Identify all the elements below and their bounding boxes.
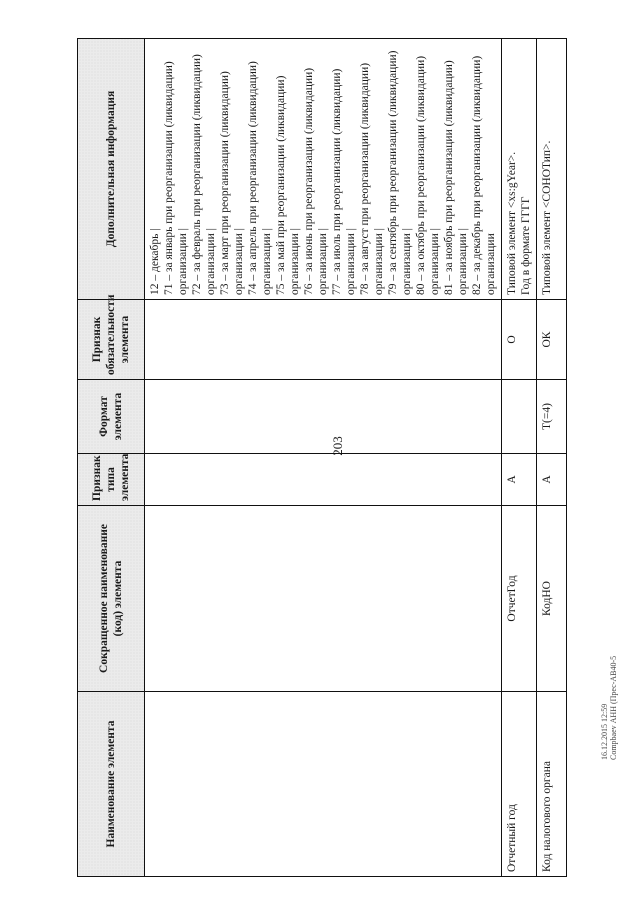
info-line: 81 – за ноябрь при реорганизации (ликвидации) организации | bbox=[443, 60, 469, 295]
table-header-row bbox=[78, 39, 145, 877]
info-line: 72 – за февраль при реорганизации (ликвидации) организации | bbox=[191, 54, 217, 295]
header-element-format: Формат элемента bbox=[78, 380, 145, 454]
header-additional-info: Дополнительная информация bbox=[78, 39, 145, 300]
header-short-name: Сокращенное наименование (код) элемента bbox=[78, 506, 145, 692]
info-line: 75 – за май при реорганизации (ликвидации) организации | bbox=[275, 75, 301, 295]
print-stamp-datetime: 16.12.2015 12:59 bbox=[600, 703, 609, 760]
cell-code: КодНО bbox=[537, 506, 567, 692]
info-line: Типовой элемент <СОНОТип>. bbox=[541, 140, 553, 295]
cell-name: Код налогового органа bbox=[537, 692, 567, 877]
cell-info bbox=[502, 39, 537, 300]
info-line: 71 – за январь при реорганизации (ликвидации) организации | bbox=[163, 61, 189, 295]
header-element-type: Признак типа элемента bbox=[78, 454, 145, 506]
info-line: 80 – за октябрь при реорганизации (ликвидации) организации | bbox=[415, 55, 441, 295]
info-line: 76 – за июнь при реорганизации (ликвидации) организации | bbox=[303, 67, 329, 295]
table-row bbox=[502, 39, 537, 877]
header-element-name: Наименование элемента bbox=[78, 692, 145, 877]
info-line: Год в формате ГГГГ bbox=[520, 196, 532, 295]
cell-type bbox=[145, 454, 502, 506]
header-required-flag: Признак обязательности элемента bbox=[78, 300, 145, 380]
table-row bbox=[537, 39, 567, 877]
cell-required bbox=[145, 300, 502, 380]
cell-code bbox=[145, 506, 502, 692]
cell-type: А bbox=[502, 454, 537, 506]
cell-type: А bbox=[537, 454, 567, 506]
info-line: 78 – за август при реорганизации (ликвидации) организации | bbox=[359, 62, 385, 295]
info-line: 73 – за март при реорганизации (ликвидации) организации | bbox=[219, 71, 245, 295]
element-spec-table bbox=[77, 38, 567, 877]
cell-name bbox=[145, 692, 502, 877]
info-line: Типовой элемент <xs:gYear>. bbox=[506, 151, 518, 295]
info-line: 82 – за декабрь при реорганизации (ликвидации) организации bbox=[471, 55, 497, 295]
print-stamp-author: Compbaev АНН (Прес-АВ40-5 bbox=[609, 655, 618, 760]
print-stamp bbox=[600, 640, 618, 760]
cell-format bbox=[145, 380, 502, 454]
cell-format bbox=[502, 380, 537, 454]
cell-name: Отчетный год bbox=[502, 692, 537, 877]
element-spec-table-container bbox=[77, 39, 552, 877]
cell-info bbox=[537, 39, 567, 300]
cell-info bbox=[145, 39, 502, 300]
cell-required: О bbox=[502, 300, 537, 380]
cell-code: ОтчетГод bbox=[502, 506, 537, 692]
info-line: 12 – декабрь | bbox=[149, 228, 161, 295]
info-line: 77 – за июль при реорганизации (ликвидации) организации | bbox=[331, 68, 357, 295]
info-line: 79 – за сентябрь при реорганизации (ликвидации) организации | bbox=[387, 50, 413, 295]
info-line: 74 – за апрель при реорганизации (ликвидации) организации | bbox=[247, 61, 273, 295]
cell-required: ОК bbox=[537, 300, 567, 380]
table-row bbox=[145, 39, 502, 877]
cell-format: T(=4) bbox=[537, 380, 567, 454]
page-number: 203 bbox=[330, 436, 345, 456]
